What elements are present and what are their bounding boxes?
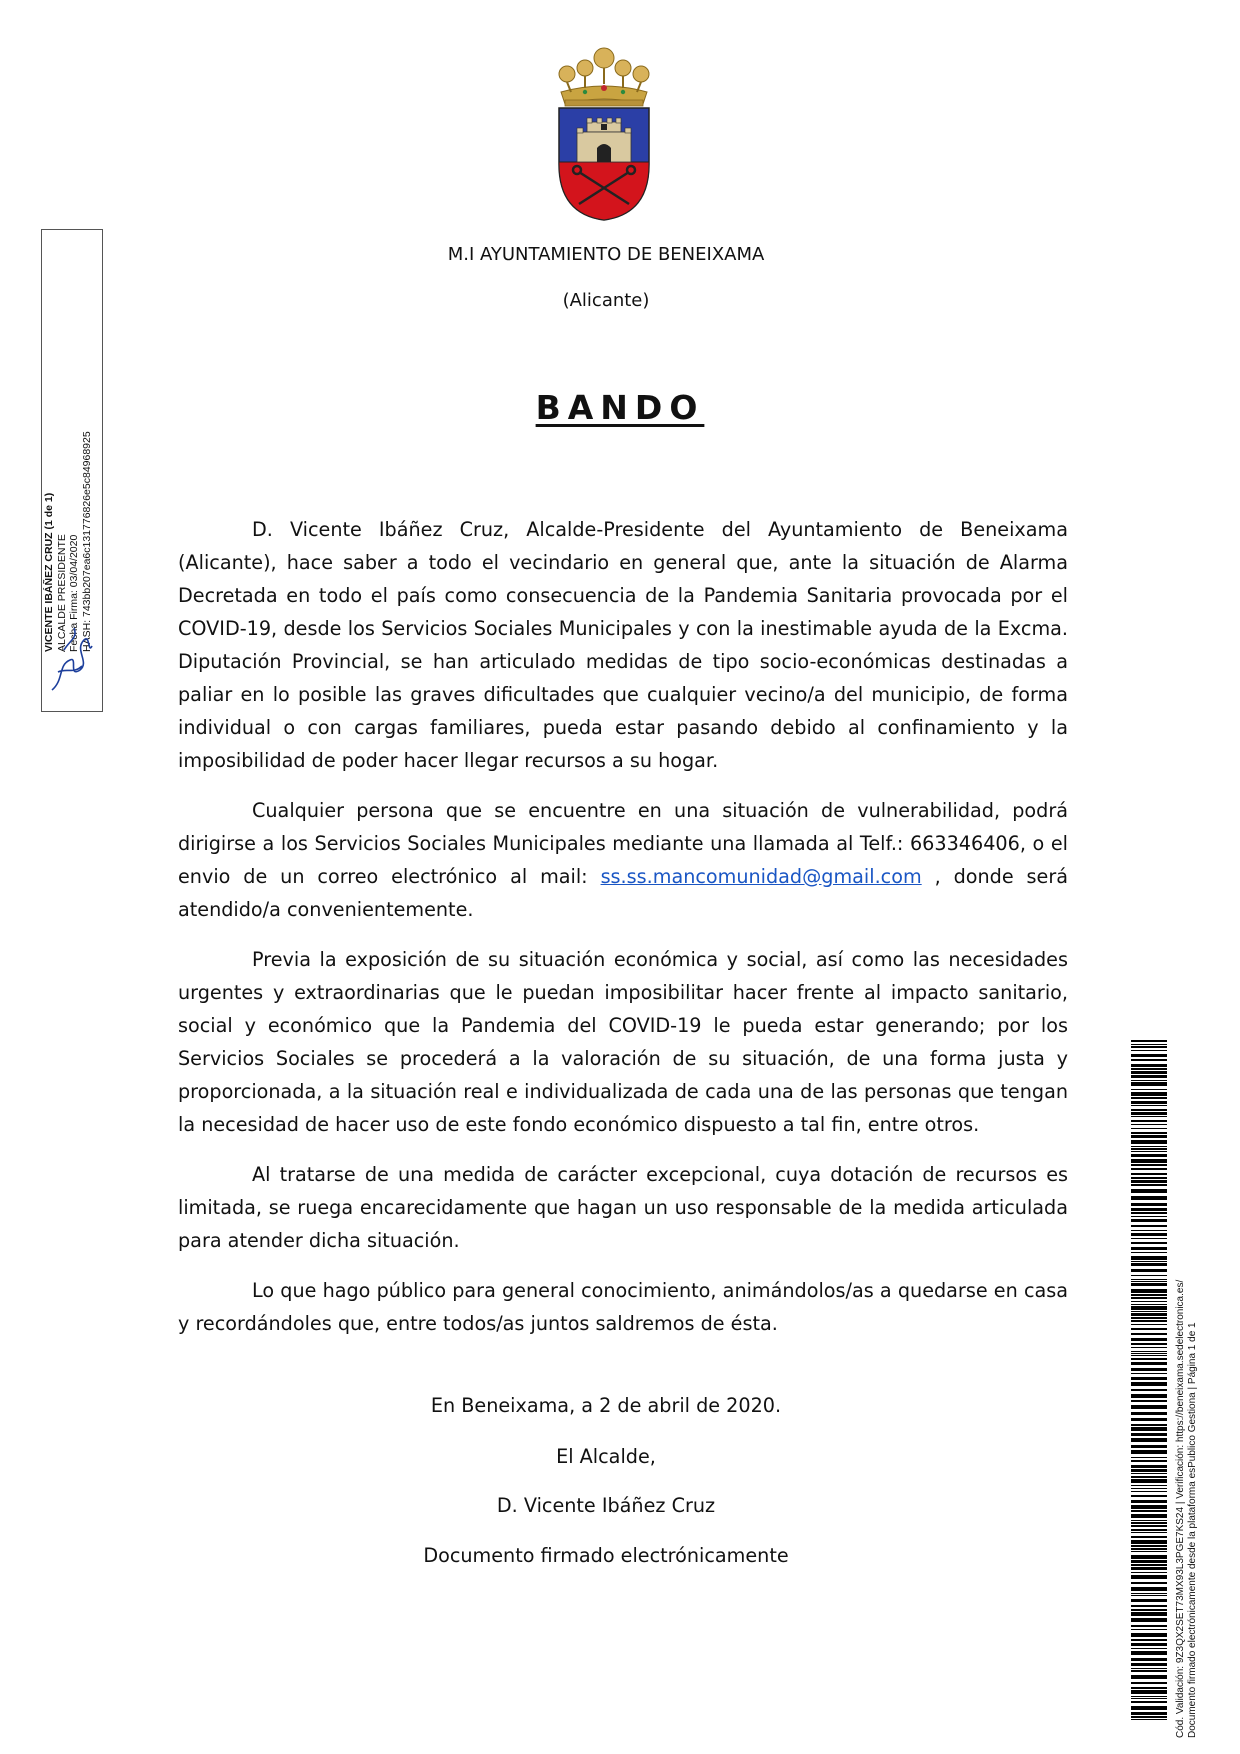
barcode-bar (1131, 1663, 1167, 1666)
paragraph-3: Previa la exposición de su situación económica y social, así como las necesidades urgentes y extraordinarias que le puedan imposibilitar hacer frente al impacto sanitario, social y económico que la Pandemia del COVID-19 le pueda estar generando; por los Servicios Sociales se procederá a la valoración de su situación, de una forma justa y proporcionada, a la situación real e individualizada de cada una de las personas que tengan la necesidad de hacer uso de este fondo económico dispuesto a tal fin, entre otros. (178, 948, 1068, 1136)
barcode-bar (1131, 1338, 1167, 1341)
barcode-bar (1131, 1488, 1167, 1489)
barcode-bar (1131, 1529, 1167, 1531)
signer-role: El Alcalde, (556, 1445, 656, 1468)
barcode-bar (1131, 1124, 1167, 1125)
barcode-bar (1131, 1225, 1167, 1227)
email-link[interactable]: ss.ss.mancomunidad@gmail.com (600, 865, 922, 888)
barcode-bar (1131, 1219, 1167, 1222)
barcode-bar (1131, 1135, 1167, 1138)
barcode-bar (1131, 1605, 1167, 1607)
barcode-bar (1131, 1362, 1167, 1365)
barcode-bar (1131, 1612, 1167, 1616)
barcode-bar (1131, 1389, 1167, 1391)
barcode-bar (1131, 1551, 1167, 1552)
crown-icon (559, 48, 649, 106)
barcode-bar (1131, 1256, 1167, 1260)
coat-of-arms-logo (553, 44, 655, 222)
barcode-bar (1131, 1105, 1167, 1106)
barcode-bar (1131, 1196, 1167, 1200)
barcode-bar (1131, 1317, 1167, 1319)
barcode-bar (1131, 1046, 1167, 1048)
handwritten-signature-icon (44, 610, 98, 700)
electronic-signature-note: Documento firmado electrónicamente (423, 1544, 789, 1567)
barcode-bar (1131, 1525, 1167, 1527)
barcode-bar (1131, 1283, 1167, 1286)
barcode-bar (1131, 1460, 1167, 1462)
barcode-bar (1131, 1373, 1167, 1374)
barcode-bar (1131, 1457, 1167, 1458)
barcode-bar (1131, 1445, 1167, 1448)
paragraph-1: D. Vicente Ibáñez Cruz, Alcalde-Presidente del Ayuntamiento de Beneixama (Alicante), hace saber a todo el vecindario en general que, ante la situación de Alarma Decretada en todo el país como consecuencia de la Pandemia Sanitaria provocada por el COVID-19, desde los Servicios Sociales Municipales y con la inestimable ayuda de la Excma. Diputación Provincial, se han articulado medidas de tipo socio-económicas destinadas a paliar en lo posible las graves dificultades que cualquier vecino/a del municipio, de forma individual o con cargas familiares, pueda estar pasando debido al confinamiento y la imposibilidad de poder hacer llegar recursos a su hogar. (178, 518, 1068, 772)
barcode-bar (1131, 1281, 1167, 1282)
barcode-bar (1131, 1347, 1167, 1348)
barcode-bar (1131, 1092, 1167, 1096)
barcode-bar (1131, 1311, 1167, 1312)
verification-platform: Documento firmado electrónicamente desde la plataforma esPublico Gestiona | Página 1 de 1 (1187, 1322, 1198, 1738)
barcode-bar (1131, 1716, 1167, 1718)
barcode-bar (1131, 1320, 1167, 1322)
barcode-bar (1131, 1510, 1167, 1512)
paragraph-4: Al tratarse de una medida de carácter excepcional, cuya dotación de recursos es limitada, se ruega encarecidamente que hagan un uso responsable de la medida articulada para atender dicha situación. (178, 1163, 1068, 1252)
barcode-bar (1131, 1140, 1167, 1144)
barcode-bar (1131, 1564, 1167, 1566)
barcode-bar (1131, 1377, 1167, 1380)
barcode-bar (1131, 1505, 1167, 1509)
paragraph-2-text-before: Cualquier persona que se encuentre en una situación de vulnerabilidad, podrá dirigirse a los Servicios Sociales Municipales mediante una llamada al Telf.: 663346406, o el envio de un correo electrónico al mail: (178, 799, 1068, 888)
barcode-bar (1131, 1595, 1167, 1596)
barcode-bar (1131, 1514, 1167, 1518)
barcode-bar (1131, 1301, 1167, 1302)
barcode-bar (1131, 1233, 1167, 1236)
barcode-bar (1131, 1189, 1167, 1193)
barcode-bar (1131, 1358, 1167, 1360)
verification-code: Cód. Validación: 9Z3QX2SET73MX93L3PGE7KS24 | Verificación: https://beneixama.sedelectronica.es/ (1175, 1279, 1186, 1738)
barcode-bar (1131, 1242, 1167, 1244)
barcode-bar (1131, 1696, 1167, 1697)
barcode-bar (1131, 1263, 1167, 1266)
barcode-bar (1131, 1059, 1167, 1061)
barcode-bar (1131, 1560, 1167, 1563)
barcode-bar (1131, 1450, 1167, 1454)
barcode-bar (1131, 1536, 1167, 1538)
barcode-bar (1131, 1351, 1167, 1352)
barcode-bar (1131, 1112, 1167, 1115)
document-body (178, 513, 1068, 1357)
barcode-bar (1131, 1427, 1167, 1431)
barcode-bar (1131, 1698, 1167, 1699)
barcode-bar (1131, 1687, 1167, 1689)
barcode-bar (1131, 1328, 1167, 1330)
barcode-bar (1131, 1670, 1167, 1672)
barcode-bar (1131, 1400, 1167, 1402)
barcode-bar (1131, 1040, 1167, 1042)
barcode-bar (1131, 1044, 1167, 1045)
barcode-bar (1131, 1101, 1167, 1104)
barcode-bar (1131, 1148, 1167, 1150)
barcode-bar (1131, 1238, 1167, 1239)
barcode-bar (1131, 1068, 1167, 1070)
barcode-bar (1131, 1279, 1167, 1280)
barcode-bar (1131, 1575, 1167, 1579)
barcode-bar (1131, 1433, 1167, 1436)
barcode-bar (1131, 1618, 1167, 1622)
barcode-bar (1131, 1261, 1167, 1262)
barcode-bar (1131, 1648, 1167, 1649)
barcode-bar (1131, 1333, 1167, 1335)
barcode-bar (1131, 1080, 1167, 1081)
barcode-bar (1131, 1180, 1167, 1183)
barcode-bar (1131, 1405, 1167, 1409)
barcode-bar (1131, 1719, 1167, 1720)
barcode-bar (1131, 1465, 1167, 1468)
barcode-bar (1131, 1324, 1167, 1325)
barcode-bar (1131, 1075, 1167, 1078)
barcode-bar (1131, 1701, 1167, 1703)
barcode-bar (1131, 1495, 1167, 1497)
barcode-bar (1131, 1304, 1167, 1305)
barcode-bar (1131, 1545, 1167, 1547)
institution-name: M.I AYUNTAMIENTO DE BENEIXAMA (447, 244, 765, 265)
barcode-bar (1131, 1587, 1167, 1591)
barcode-bar (1131, 1168, 1167, 1170)
barcode-bar (1131, 1132, 1167, 1134)
barcode-bar (1131, 1297, 1167, 1299)
barcode-bar (1131, 1668, 1167, 1669)
place-date: En Beneixama, a 2 de abril de 2020. (430, 1394, 782, 1417)
barcode-bar (1131, 1572, 1167, 1573)
barcode-bar (1131, 1343, 1167, 1345)
barcode-bar (1131, 1599, 1167, 1602)
barcode-bar (1131, 1582, 1167, 1584)
barcode-bar (1131, 1313, 1167, 1316)
barcode-bar (1131, 1184, 1167, 1186)
barcode-bar (1131, 1054, 1167, 1057)
barcode-bar (1131, 1593, 1167, 1594)
barcode-bar (1131, 1146, 1167, 1147)
barcode-bar (1131, 1690, 1167, 1694)
paragraph-5: Lo que hago público para general conocimiento, animándolos/as a quedarse en casa y recordándoles que, entre todos/as juntos saldremos de ésta. (178, 1279, 1068, 1335)
barcode-bar (1131, 1064, 1167, 1067)
barcode-bar (1131, 1485, 1167, 1486)
paragraph-2-text-after: , donde será atendido/a convenientemente. (178, 865, 1068, 921)
barcode-bar (1131, 1522, 1167, 1524)
barcode-bar (1131, 1500, 1167, 1503)
barcode-bar (1131, 1609, 1167, 1611)
barcode-bar (1131, 1520, 1167, 1521)
barcode-bar (1131, 1412, 1167, 1415)
barcode-bar (1131, 1203, 1167, 1206)
barcode-bar (1131, 1097, 1167, 1099)
barcode-bar (1131, 1706, 1167, 1710)
verification-text (1175, 1280, 1199, 1738)
barcode-bar (1131, 1128, 1167, 1129)
barcode-bar (1131, 1548, 1167, 1550)
barcode-bar (1131, 1116, 1167, 1117)
signer-name: D. Vicente Ibáñez Cruz (496, 1494, 716, 1517)
barcode-bar (1131, 1424, 1167, 1426)
barcode-bar (1131, 1469, 1167, 1472)
barcode-bar (1131, 1643, 1167, 1646)
barcode-bar (1131, 1712, 1167, 1715)
barcode-bar (1131, 1540, 1167, 1544)
barcode-bar (1131, 1089, 1167, 1090)
barcode-bar (1131, 1382, 1167, 1386)
barcode-bar (1131, 1368, 1167, 1371)
barcode-bar (1131, 1473, 1167, 1474)
document-title: BANDO (535, 388, 705, 427)
barcode-bar (1131, 1355, 1167, 1356)
barcode-bar (1131, 1082, 1167, 1086)
barcode-bar (1131, 1154, 1167, 1157)
stamp-role: ALCALDE PRESIDENTE (55, 534, 68, 652)
barcode-bar (1131, 1177, 1167, 1179)
barcode-bar (1131, 1247, 1167, 1250)
barcode-bar (1131, 1639, 1167, 1641)
barcode-bar (1131, 1216, 1167, 1217)
barcode-bar (1131, 1151, 1167, 1152)
barcode-bar (1131, 1491, 1167, 1492)
barcode-bar (1131, 1353, 1167, 1354)
paragraph-2 (178, 794, 1068, 926)
barcode-bar (1131, 1275, 1167, 1276)
barcode-bar (1131, 1682, 1167, 1684)
province-name: (Alicante) (562, 290, 650, 311)
barcode-bar (1131, 1651, 1167, 1655)
barcode-bar (1131, 1050, 1167, 1051)
barcode-bar (1131, 1633, 1167, 1637)
barcode-bar (1131, 1479, 1167, 1483)
barcode-bar (1131, 1476, 1167, 1478)
barcode-bar (1131, 1109, 1167, 1111)
stamp-date: Fecha Firma: 03/04/2020 (68, 534, 80, 652)
barcode-icon (1131, 1040, 1167, 1720)
barcode-bar (1131, 1071, 1167, 1074)
barcode-bar (1131, 1306, 1167, 1310)
barcode-bar (1131, 1675, 1167, 1679)
stamp-signer: VICENTE IBÁÑEZ CRUZ (1 de 1) (43, 492, 55, 652)
barcode-bar (1131, 1438, 1167, 1442)
barcode-bar (1131, 1567, 1167, 1570)
barcode-bar (1131, 1555, 1167, 1559)
barcode-bar (1131, 1658, 1167, 1661)
barcode-bar (1131, 1418, 1167, 1421)
barcode-bar (1131, 1252, 1167, 1253)
barcode-bar (1131, 1394, 1167, 1398)
barcode-bar (1131, 1625, 1167, 1627)
barcode-bar (1131, 1629, 1167, 1630)
barcode-bar (1131, 1269, 1167, 1272)
barcode-bar (1131, 1230, 1167, 1231)
stamp-hash: HASH: 743bb207ea6c131776826e5c84968925 (80, 431, 93, 652)
barcode-bar (1131, 1294, 1167, 1296)
barcode-bar (1131, 1173, 1167, 1175)
barcode-bar (1131, 1208, 1167, 1211)
barcode-bar (1131, 1164, 1167, 1166)
barcode-bar (1131, 1212, 1167, 1214)
barcode-bar (1131, 1159, 1167, 1163)
barcode-bar (1131, 1120, 1167, 1122)
barcode-bar (1131, 1532, 1167, 1533)
barcode-bar (1131, 1289, 1167, 1293)
